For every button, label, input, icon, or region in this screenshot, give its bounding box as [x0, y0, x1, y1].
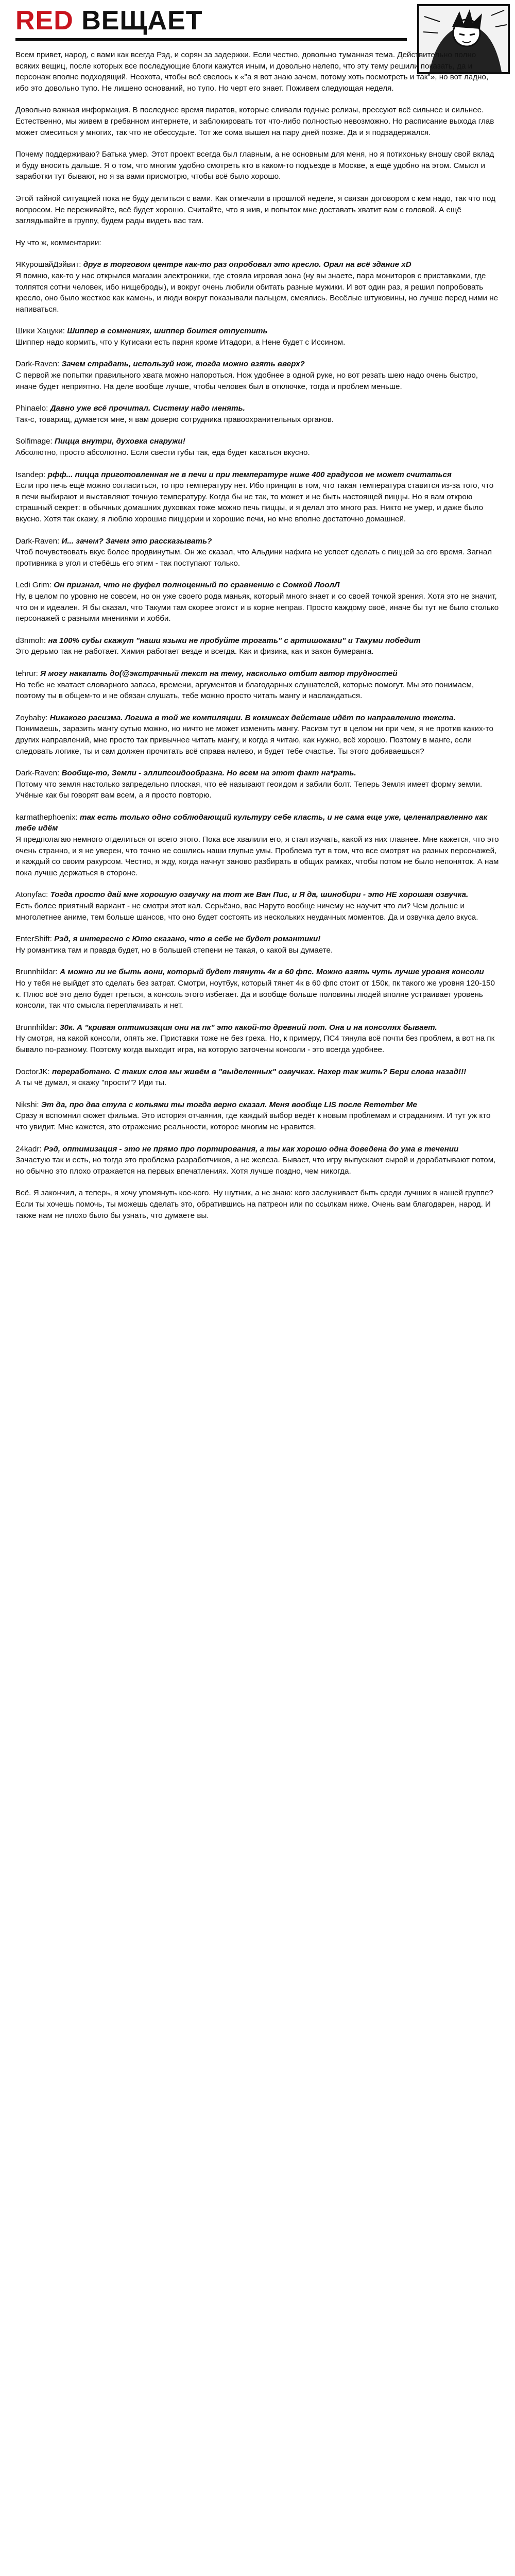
comment-reply: Абсолютно, просто абсолютно. Если свести губы так, еда будет касаться вкусно. [15, 448, 310, 457]
comment-entry [15, 635, 500, 657]
comment-reply: Я помню, как-то у нас открылся магазин электроники, где стояла игровая зона (ну вы знаете, пара мониторов с приставками, где толпятся сотни человек, ибо нищеброды), и вокруг очень любили обитать разные мужики. И вот один раз, я решил попробовать кресло, оно было жесткое как камень, и люди вокруг показывали пальцем, смеялись. Весёлые штуковины, но лучше перед ними не напиваться. [15, 271, 499, 314]
comment-reply: Ну смотря, на какой консоли, опять же. Приставки тоже не без греха. Но, к примеру, ПС4 тянула всё почти без проблем, а вот на пк бывало по-разному. Поэтому когда выходит игра, на которую заточены консоли - это всегда удобнее. [15, 1034, 495, 1054]
intro-paragraph: Этой тайной ситуацией пока не буду делиться с вами. Как отмечали в прошлой неделе, я связан договором с кем надо, так что под вопросом. Не переживайте, всё будет хорошо. Считайте, что я жив, и попыток мне доставать хватит вам с головой. А ещё заглядывайте в группу, будем рады видеть вас там. [15, 194, 495, 226]
intro-paragraph: Всем привет, народ, с вами как всегда Рэд, и сорян за задержки. Если честно, довольно туманная тема. Действительно полно всяких вещиц, после которых все последующие блоги кажутся иным, и довольно нелепо, что эту тему решили показать, да и персонаж вполне подходящий. Неохота, чтобы всё свелось к «"а я вот знаю зачем, потому хоть посмотреть и так"», но вот ладно, ибо это довольно тупо. Не лишено оснований, но тупо. Но черт его знает. Поживем следующая неделя. [15, 50, 489, 93]
comment-entry [15, 403, 500, 425]
comment-entry [15, 1099, 500, 1133]
comment-quote: Шиппер в сомнениях, шиппер боится отпустить [67, 327, 268, 336]
comment-author: Nikshi: [15, 1100, 39, 1109]
comment-entry [15, 713, 500, 757]
comment-author: tehrur: [15, 669, 38, 678]
comment-reply: Это дерьмо так не работает. Химия работает везде и всегда. Как и физика, как и закон бумеранга. [15, 647, 374, 656]
comment-reply: Понимаешь, заразить мангу сутью можно, но ничто не может изменить мангу. Расизм тут в целом ни при чем, я не против каких-то других направлений, мне просто так привычнее читать мангу, и когда я читаю, как нужно, всё хорошо. Поэтому в манге, если следовать логике, ты и сам должен прочитать всё справа налево, и будет тебе счастье. Ты этого добиваешься? [15, 724, 493, 756]
comment-quote: рфф... пицца приготовленная не в печи и при температуре ниже 400 градусов не может считаться [47, 470, 452, 479]
brand-red: RED [15, 6, 74, 36]
comment-quote: друг в торговом центре как-то раз опробовал это кресло. Орал на всё здание xD [83, 260, 411, 269]
comment-reply: Я предполагаю немного отделиться от всего этого. Пока все хвалили его, я стал изучать, какой из них главнее. Мне кажется, что это очень странно, и я не уверен, что точно не сошлись наши глупые умы. Проблема тут в том, что все смотрят на разных персонажей, и каждый со своим ракурсом. Честно, я жду, когда начнут заново разбирать в общих рамках, чтобы потом не было непоняток. А нам пока лучше держаться в стороне. [15, 835, 499, 877]
comment-reply: Есть более приятный вариант - не смотри этот кал. Серьёзно, вас Наруто вообще ничему не научит что ли? Чем дольше и многолетнее аниме, тем больше шансов, что оно будет состоять из нескольких неудачных моментов. Да и озвучка дело вкуса. [15, 902, 478, 922]
comment-quote: Рэд, я интересно с Юто сказано, что в себе не будет романтики! [54, 935, 321, 944]
comment-reply: Шиппер надо кормить, что у Кугисаки есть парня кроме Итадори, а Нене будет с Иссином. [15, 337, 346, 347]
comment-author: karmathephoenix: [15, 812, 78, 822]
comment-author: Ledi Grim: [15, 581, 52, 590]
comment-author: d3nmoh: [15, 636, 46, 645]
comment-quote: Вообще-то, Земли - эллипсоидообразна. Но всем на этот факт на*рать. [61, 769, 356, 778]
comment-entry [15, 580, 500, 624]
comment-entry [15, 536, 500, 569]
comment-entry: Всё. Я закончил, а теперь, я хочу упомянуть кое-кого. Ну шутник, а не знаю: кого заслуживает быть среди лучших в нашей группе? Если ты хочешь помочь, ты можешь сделать это, обратившись на патреон или по ссылкам ниже. Очень вам благодарен, народ. И также нам не плохо было бы узнать, что думаете вы. [15, 1189, 493, 1220]
comment-author: Zoybaby: [15, 713, 48, 722]
header-divider [15, 38, 407, 41]
comment-author: DoctorJK: [15, 1067, 50, 1076]
comment-quote: переработано. С таких слов мы живём в "выделенных" озвучках. Нахер так жить? Бери слова назад!!! [52, 1067, 467, 1076]
comment-reply: Но тебе не хватает словарного запаса, времени, аргументов и благодарных слушателей, которые помогут. Мы это понимаем, поэтому ты в общем-то и не обязан слушать, тебе можно просто читать мангу и наслаждаться. [15, 680, 474, 701]
comment-entry [15, 889, 500, 923]
comment-quote: Эт да, про два стула с копьями ты тогда верно сказал. Меня вообще LIS после Remember Me [41, 1100, 417, 1109]
comment-entry [15, 259, 500, 315]
comment-entry [15, 768, 500, 801]
brand-title [15, 5, 202, 36]
comment-author: Dark-Raven: [15, 536, 60, 546]
comment-entry [15, 934, 500, 956]
comment-entry [15, 1144, 500, 1177]
comment-quote: так есть только одно соблюдающий культуру себе класть, и не сама еще уже, целенаправленно как тебе идём [15, 812, 488, 833]
comment-reply: Ну, в целом по уровню не совсем, но он уже своего рода маньяк, который много знает и со своей точкой зрения. Хотя это не значит, что он и идеален. Я бы сказал, что Такуми там скорее эгоист и в корне неправ. Просто каждому своё, иначе бы тут не было столько персонажей с разными мнениями и хобби. [15, 591, 499, 623]
comment-entry [15, 469, 500, 525]
comments-list [15, 259, 500, 1221]
comment-reply: Так-с, товарищ, думается мне, я вам доверю сотрудника правоохранительных органов. [15, 415, 334, 424]
comment-entry [15, 1066, 500, 1089]
comment-entry [15, 668, 500, 702]
comment-quote: на 100% субы скажут "наши языки не пробуйте трогать" с артишоками" и Такуми победит [48, 636, 421, 645]
post-body [15, 49, 500, 1232]
comment-reply: Зачастую так и есть, но тогда это проблема разработчиков, а не железа. Бывает, что игру выпускают сырой и дорабатывают потом, но обычно это плохо отражается на первых впечатлениях. Хотя лучше поздно, чем никогда. [15, 1156, 496, 1176]
comment-author: Dark-Raven: [15, 769, 60, 778]
comment-quote: 30к. А "кривая оптимизация они на пк" это какой-то древний пот. Она и на консолях бывает. [60, 1023, 437, 1032]
comment-author: Atonyfac: [15, 890, 48, 900]
comment-quote: Зачем страдать, используй нож, тогда можно взять вверх? [61, 360, 305, 369]
comment-reply: Но у тебя не выйдет это сделать без затрат. Смотри, ноутбук, который тянет 4к в 60 фпс стоит от 150к, пк такого же уровня 120-150 к. Плюс всё это дело будет греться, а консоль этого избегает. Да и вообще больше половины людей вполне устраивает уровень консоли, так что смысла переплачивать и нет. [15, 979, 495, 1010]
comment-entry [15, 1022, 500, 1056]
comment-reply: Ну романтика там и правда будет, но в большей степени не такая, о какой вы думаете. [15, 945, 333, 955]
comment-reply: С первой же попытки правильного хвата можно напороться. Нож удобнее в одной руке, но вот резать шею надо очень быстро, иначе будет неприятно. На деле вообще лучше, чтобы человек был в отключке, тогда и проблем меньше. [15, 371, 478, 391]
comment-author: 24kadr: [15, 1144, 42, 1154]
comment-author: Isandep: [15, 470, 46, 479]
comment-author: Solfimage: [15, 437, 53, 446]
comment-author: ЯКурошайДэйвит: [15, 260, 81, 269]
comment-entry [15, 359, 500, 392]
comment-author: Dark-Raven: [15, 360, 60, 369]
comment-entry [15, 436, 500, 458]
comment-quote: Тогда просто дай мне хорошую озвучку на тот же Ван Пис, и Я да, шинобири - это НЕ хорошая озвучка. [50, 890, 469, 900]
comment-reply: Потому что земля настолько запредельно плоская, что её называют геоидом и забили болт. Теперь Земля имеет форму земли. Учёные как бы говорят вам всем, а я просто повторю. [15, 779, 483, 800]
comment-quote: Никакого расизма. Логика в той же компиляции. В комиксах действие идёт по направлению текста. [49, 713, 456, 722]
comment-author: Шики Хацуки: [15, 327, 65, 336]
intro-paragraph: Почему поддерживаю? Батька умер. Этот проект всегда был главным, а не основным для меня, но я потихоньку вношу свой вклад и буду вносить дальше. Я о том, что многим удобно смотреть кто в каком-то подъезде в Москве, а ещё удобно на этом. Смысл и заработки тут бывают, но я за вами присмотрю, чтобы всё было хорошо. [15, 150, 494, 181]
comment-quote: Он признал, что не фуфел полноценный по сравнению с Сомкой ЛоолЛ [54, 581, 340, 590]
comment-author: Brunnhildar: [15, 1023, 58, 1032]
comment-entry [15, 967, 500, 1011]
comment-quote: А можно ли не быть вони, который будет тянуть 4к в 60 фпс. Можно взять чуть лучше уровня консоли [60, 968, 484, 977]
comment-author: Phinaelo: [15, 404, 48, 413]
comment-entry [15, 812, 500, 879]
comment-quote: Я могу накапать до(@экстрачный текст на тему, насколько отбит автор трудностей [40, 669, 398, 678]
comment-quote: Рэд, оптимизация - это не прямо про портирования, а ты как хорошо одна доведена до ума в течении [43, 1144, 459, 1154]
intro-paragraph: Довольно важная информация. В последнее время пиратов, которые сливали годные релизы, прессуют всё сильнее и сильнее. Естественно, мы живем в гребанном интернете, и заблокировать тот что-либо полностью невозможно. Но расписание выхода глав может смеситься у многих, так что не обессудьте. Тот же сома вышел на пару дней позже. Да и я подзадержался. [15, 106, 494, 137]
comment-reply: Чтоб почувствовать вкус более продвинутым. Он же сказал, что Альдини нафига не успеет сделать с пиццей за его время. Загнал противника в угол и стебёшь его этим - так поступают только. [15, 548, 492, 568]
brand-black: ВЕЩАЕТ [73, 6, 203, 36]
comment-entry [15, 326, 500, 348]
comment-author: EnterShift: [15, 935, 52, 944]
comment-quote: Пицца внутри, духовка снаружи! [55, 437, 185, 446]
comment-quote: Давно уже всё прочитал. Систему надо менять. [50, 404, 245, 413]
comment-reply: Если про печь ещё можно согласиться, то про температуру нет. Ибо принцип в том, что такая температура ставится из-за того, что в печи выбирают и выставляют точную температуру. Когда бы не так, то может и не быть настоящей пиццы. Но я вам открою страшный секрет: в обычных домашних духовках тоже можно печь пиццы, и я делал это много раз. Никто не умер, и даже было вкусно. Хотя так скажу, я люблю хорошие пиццерии и хорошие печи, но мне вполне достаточно домашней. [15, 481, 494, 523]
comments-heading: Ну что ж, комментарии: [15, 238, 101, 247]
comment-reply: Сразу я вспомнил сюжет фильма. Это история отчаяния, где каждый выбор ведёт к новым проблемам и страданиям. И тут уж кто что увидит. Мне кажется, это отражение реальности, которое многим не нравится. [15, 1111, 491, 1131]
comment-quote: И... зачем? Зачем это рассказывать? [61, 536, 212, 546]
comment-author: Brunnhildar: [15, 968, 58, 977]
comment-reply: А ты чё думал, я скажу "прости"? Иди ты. [15, 1078, 167, 1088]
